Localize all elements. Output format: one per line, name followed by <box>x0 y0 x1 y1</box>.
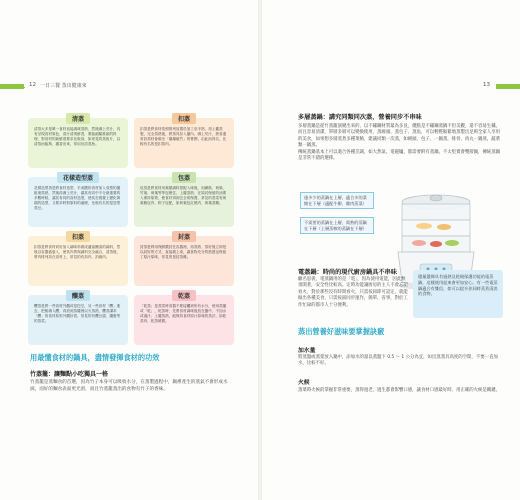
left-subtitle: 竹蒸籠：讓麵點小吃獨具一格 <box>30 371 109 378</box>
left-body: 竹蒸籠是蒸麵食的首選，因為竹子本身可以吸收水分，在蒸製過程中，鍋裡產生的蒸氣不會形成水滴，而好的麵食表面更光滑，而且竹蒸籠蒸出的食物有竹子的香味。 <box>30 380 228 392</box>
right-header-accent <box>496 84 520 89</box>
method-text: 扣蒸是將食材依照排列放置於加工至半熟，再上籠蒸製，完全蒸熟後，將蒸具扣入盤內，淋上芡汁，熟食通常扣蒸材會做出「爆爆破竹」的膏腴，由此而得名，比較有名的是扣蒸肉。 <box>140 127 227 146</box>
method-card-qingzheng <box>28 118 128 168</box>
left-header-line <box>24 87 25 88</box>
heat-control-heading: 火候 <box>298 380 310 386</box>
method-text: 花樣造型蒸是將食材造型、半成體的食材加入成型的盤組裡蒸熟，然後再淋上芡汁，讓其有同中不分最重要的多數時候，讓其有同的食材造型，使其在視覺上變化萬端的造型，又要求時對原料的處理，比較有名的是造型蒸豆。 <box>34 186 121 210</box>
right-page-number: 13 <box>483 82 490 88</box>
method-text: 扣蒸是將食材切好加入調味料做成適當醃清的調料，然後以容器盛裝入，使其肉質與調料完全融合，清蒸後，將肉排列扣在食材上，常見的有扣肉、扣豬肉。 <box>34 245 121 259</box>
water-amount-body: 將蒸盤或蒸架放入鍋中，添加水的量以蒸盤下 0.5 ～ 1 公分為宜，如出蒸蒸具高度的空間，不要一直加水，比較不好。 <box>298 355 498 367</box>
method-tag: 清蒸 <box>66 113 90 124</box>
method-card-baozheng <box>134 177 234 227</box>
method-tag: 釀蒸 <box>66 290 90 301</box>
book-gutter <box>258 0 262 500</box>
method-card-fengzheng <box>134 236 234 286</box>
multi-layer-steamer-heading: 多層蒸鍋：講究同類同次蒸，營養同步不串味 <box>298 114 422 121</box>
electric-steamer-heading: 電蒸鍋：時尚的現代廚房鍋具不串味 <box>298 269 397 276</box>
tip-note: 儘量選擇具有過熱及乾燒保護功能的電蒸鍋，這樣使用起來會更加安心。有一些電蒸鍋適合有雙倍，如可以提升你同時蒸煮清淡的食物。 <box>413 270 503 318</box>
method-text: 封蒸是利用保鮮膜封在容器裡，再蒸熟、蒸好後立即是以封好的方式，直接端上桌，讓食物充分的熟透也保留了原汁原味，常見的是封蒸雞。 <box>140 245 227 259</box>
method-card-niangzheng <box>28 295 128 345</box>
left-page-number: 12 <box>29 82 36 88</box>
method-card-kouzheng-2 <box>28 236 128 286</box>
method-tag: 扣蒸 <box>172 113 196 124</box>
method-tag: 包蒸 <box>172 172 196 183</box>
left-section-title: 用最懂食材的鍋具，盡情發揮食材的功效 <box>30 353 160 362</box>
method-text: 釀蒸是將一些食材外觀或是挖空，另一些食材「釀」進去，把餡填入釀，再放到蒸籠裡以火蒸熟，釀蒸講求「釀」的食材原料外觀好看，常見的有釀豆腐、鑲蛋等的蒸菜。 <box>34 304 121 323</box>
right-section-title: 蒸出營養好滋味要掌握訣竅 <box>298 327 385 336</box>
paragraph: 多層蒸鍋是從竹蒸籠演變出來的，以不鏽鋼材質最為多見，優點是不鏽鋼蒸鍋不但美觀，還不容易生鏽，而且容易清潔，單層多層可以變換使用，蒸饅頭、蒸包子、蒸魚，可以輕輕鬆鬆地蒸製出足夠全家人享用的美食，如果想多層蒸煮多種菜餚，建議同類一次蒸，如饅頭、包子、一鍋蒸，排骨、肉丸一鍋蒸，蔬菜類一鍋蒸。 <box>298 124 500 149</box>
left-running-head: 一日三餐 蒸出健康來 <box>40 83 87 89</box>
paragraph: 傳統蒸鍋基本上可以適合各種烹調，如大然氣、電磁爐，都需要附有蒸鍋。不太堅實會雙層鍋，傳統蒸鍋是非常不錯的選擇。 <box>298 149 500 162</box>
method-card-huayang <box>28 177 128 227</box>
electric-steamer-body: 顧名思義，電蒸鍋用的是「電」，因為使用電能，因此無須開著，安全性比較高。定時功能讓廚房的主人不會忘記看火，對於那些沒有時間看火，只需按鈕即可設定，就能做出各種美食，只需按鈕同步運作，簡單、省事，對於工作忙碌的都市人十分便利。 <box>298 277 408 308</box>
method-text: 包蒸是將食材用葉類調料搭配入味後，用網紙、荷葉、竹葉、荷葉等等包裹住，上籠蒸熟，在原封保留的油要入保持原質，使食材得到完全的保護，常見的蒸菜有荷葉飯包肉、粽子包配，如荷葉包紅燒肉、荷葉蒸雞。 <box>140 186 227 205</box>
callout-upper-layer: 逢多少的蒸鍋在上層，適合多的菜餚在下層（適配牛柳、雞肉蒸菜） <box>300 192 374 209</box>
callout-lower-layer: 不需要的蒸鍋在上層，需熟的蒸鍋在下層（上層蒸軟的蒸鍋在下層） <box>300 217 374 234</box>
method-text: 「乾蒸」是蒸菜時食器不要接觸到所有水分，使用蒸盤或「乾」，乾蒸時，先將食材調味後放在盤中，不加水或湯汁，上籠蒸熟，能保持食材原汁原味的蒸法，如乾蒸肉、乾蒸燒賣。 <box>140 304 227 323</box>
multi-layer-steamer-body <box>298 124 502 162</box>
method-card-kouzheng <box>134 118 234 168</box>
method-text: 清蒸大多是單一食材直接調味蒸熟，然後淋上芡汁，具有呈現食材原色、清汁清爽鮮香，要能細膩推敲的料理，對食材的新鮮度要求比較高，如常見的蒸魚片，以清蒸而能夠，濃香出來，常用於清蒸魚。 <box>34 127 121 146</box>
method-card-ganzheng <box>134 295 234 345</box>
method-tag: 封蒸 <box>172 231 196 242</box>
method-tag: 花樣造型蒸 <box>57 172 99 183</box>
heat-control-body: 蒸菜時火候的掌握非常重要，蒸得過老，過生都會影響口感，讓食材口感最好時，用正確的火候是關鍵。 <box>298 388 500 393</box>
left-header-accent <box>0 84 24 89</box>
method-tag: 扣蒸 <box>66 231 90 242</box>
water-amount-heading: 加水量 <box>298 348 316 354</box>
method-tag: 乾蒸 <box>172 290 196 301</box>
